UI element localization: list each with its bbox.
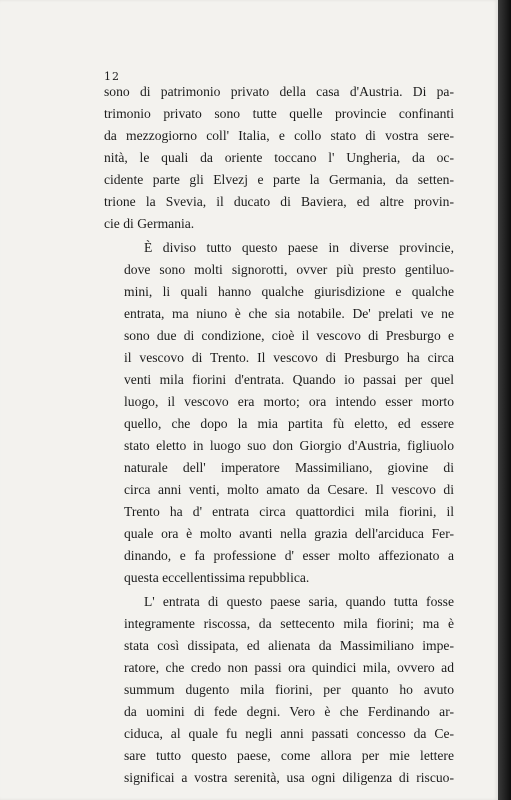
text-line: da uomini di fede degni. Vero è che Ferdinando ar- bbox=[124, 704, 454, 719]
page-edge-shadow bbox=[498, 0, 511, 800]
text-line: trimonio privato sono tutte quelle provincie confinanti bbox=[104, 106, 454, 121]
paragraph-3 bbox=[104, 591, 454, 789]
text-line: da mezzogiorno coll' Italia, e collo stato di vostra sere- bbox=[104, 128, 454, 143]
text-line: quello, che dopo la mia partita fù eletto, ed essere bbox=[124, 416, 454, 431]
text-line: integramente riscossa, da settecento mila fiorini; ma è bbox=[124, 616, 454, 631]
text-line: dinando, e fa professione d' esser molto affezionato a bbox=[124, 548, 454, 563]
text-line: dove sono molti signorotti, ovver più presto gentiluo- bbox=[124, 262, 454, 277]
text-line: ratore, che credo non passi ora quindici mila, ovvero ad bbox=[124, 660, 454, 675]
text-line: cidente parte gli Elvezj e parte la Germania, da setten- bbox=[104, 172, 454, 187]
text-line: entrata, ma niuno è che sia notabile. De' prelati ve ne bbox=[124, 306, 454, 321]
text-line: summum dugento mila fiorini, per quanto ho avuto bbox=[124, 682, 454, 697]
text-line: luogo, il vescovo era morto; ora intendo esser morto bbox=[124, 394, 454, 409]
text-line: ciduca, al quale fu negli anni passati concesso da Ce- bbox=[124, 726, 454, 741]
text-line: circa anni venti, molto amato da Cesare. Il vescovo di bbox=[124, 482, 454, 497]
text-line: stato eletto in luogo suo don Giorgio d'Austria, figliuolo bbox=[124, 438, 454, 453]
text-line: È diviso tutto questo paese in diverse provincie, bbox=[144, 240, 454, 255]
paragraph-1 bbox=[104, 81, 454, 235]
text-line: il vescovo di Trento. Il vescovo di Presburgo ha circa bbox=[124, 350, 454, 365]
text-line: venti mila fiorini d'entrata. Quando io passai per quel bbox=[124, 372, 454, 387]
paragraph-2 bbox=[104, 237, 454, 589]
text-line: cie di Germania. bbox=[104, 216, 195, 231]
text-line: nità, le quali da oriente toccano l' Ungheria, da oc- bbox=[104, 150, 454, 165]
text-line: significai a vostra serenità, usa ogni diligenza di riscuo- bbox=[124, 770, 454, 785]
text-line: naturale dell' imperatore Massimiliano, giovine di bbox=[124, 460, 454, 475]
text-line: trione la Svevia, il ducato di Baviera, ed altre provin- bbox=[104, 194, 454, 209]
text-line: mini, li quali hanno qualche giurisdizione e qualche bbox=[124, 284, 454, 299]
text-line: questa eccellentissima repubblica. bbox=[124, 570, 310, 585]
text-line: sono due di condizione, cioè il vescovo di Presburgo e bbox=[124, 328, 454, 343]
text-line: sono di patrimonio privato della casa d'Austria. Di pa- bbox=[104, 84, 454, 99]
page-number: 12 bbox=[104, 70, 120, 83]
text-line: L' entrata di questo paese saria, quando tutta fosse bbox=[144, 594, 454, 609]
body-text bbox=[104, 81, 454, 789]
text-line: quale ora è molto avanti nella grazia dell'arciduca Fer- bbox=[124, 526, 454, 541]
text-line: sare tutto questo paese, come allora per mie lettere bbox=[124, 748, 454, 763]
text-line: stata così dissipata, ed alienata da Massimiliano impe- bbox=[124, 638, 454, 653]
text-line: Trento ha d' entrata circa quattordici mila fiorini, il bbox=[124, 504, 454, 519]
